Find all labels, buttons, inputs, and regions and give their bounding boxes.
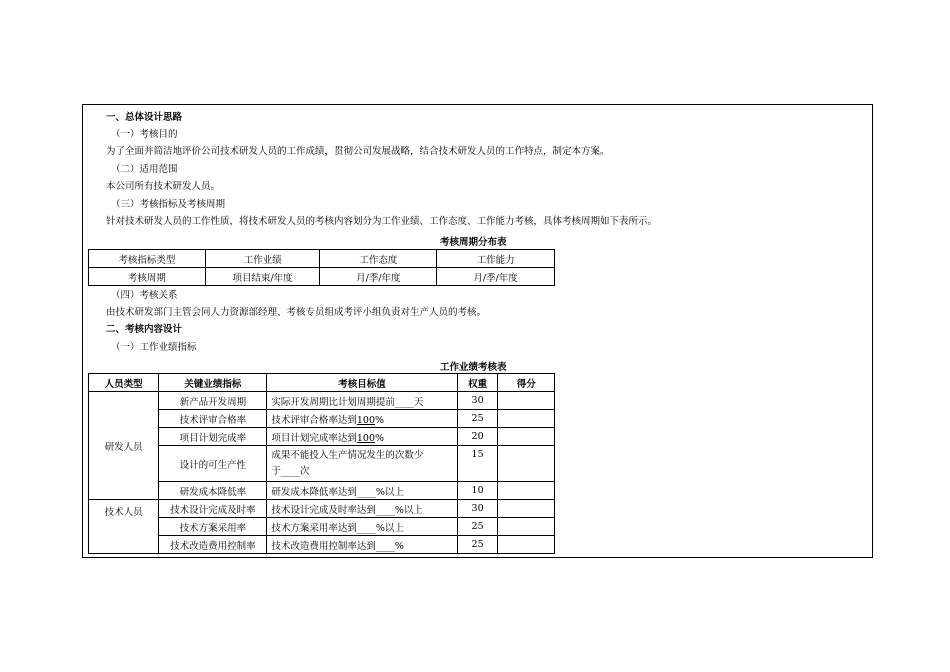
score-cell[interactable] [498,518,555,536]
kpi-cell: 技术方案采用率 [159,518,267,536]
score-cell[interactable] [498,446,555,482]
score-cell[interactable] [498,428,555,446]
cycle-header-cell: 工作业绩 [205,250,320,268]
table-row [89,536,555,554]
cycle-row-cell: 项目结束/年度 [205,268,320,286]
perf-header-cell: 关键业绩指标 [159,374,267,392]
cycle-header-cell: 工作能力 [437,250,555,268]
table-row [89,392,555,410]
table-row [89,482,555,500]
score-cell[interactable] [498,410,555,428]
kpi-cell: 技术评审合格率 [159,410,267,428]
section-1-3-text: 针对技术研发人员的工作性质，将技术研发人员的考核内容划分为工作业绩、工作态度、工作能力考核，具体考核周期如下表所示。 [106,216,658,227]
section-1-4-heading: （四）考核关系 [111,290,178,301]
score-cell[interactable] [498,392,555,410]
weight-cell: 10 [457,482,498,500]
cycle-table [88,249,555,286]
table-row [89,428,555,446]
section-1-3-heading: （三）考核指标及考核周期 [111,199,226,210]
score-cell[interactable] [498,536,555,554]
target-cell: 技术方案采用率达到____%以上 [267,518,457,536]
target-cell: 技术改造费用控制率达到____% [267,536,457,554]
section-2-1-heading: （一）工作业绩指标 [111,342,197,353]
score-cell[interactable] [498,500,555,518]
weight-cell: 25 [457,536,498,554]
target-cell: 研发成本降低率达到____%以上 [267,482,457,500]
section-1-title: 一、总体设计思路 [106,112,183,123]
target-cell: 成果不能投入生产情况发生的次数少 于____次 [267,446,457,482]
section-1-1-heading: （一）考核目的 [111,129,178,140]
table-row [89,446,555,482]
perf-header-cell: 得分 [498,374,555,392]
perf-table [88,373,555,554]
score-cell[interactable] [498,482,555,500]
kpi-cell: 新产品开发周期 [159,392,267,410]
kpi-cell: 设计的可生产性 [159,446,267,482]
target-cell: 技术评审合格率达到100% [267,410,457,428]
weight-cell: 20 [457,428,498,446]
cycle-header-cell: 工作态度 [320,250,437,268]
perf-header-cell: 权重 [457,374,498,392]
weight-cell: 25 [457,518,498,536]
kpi-cell: 研发成本降低率 [159,482,267,500]
perf-header-cell: 人员类型 [89,374,159,392]
cycle-row-cell: 月/季/年度 [320,268,437,286]
weight-cell: 30 [457,392,498,410]
cycle-row-cell: 月/季/年度 [437,268,555,286]
kpi-cell: 项目计划完成率 [159,428,267,446]
section-1-1-text: 为了全面并简洁地评价公司技术研发人员的工作成绩，贯彻公司发展战略，结合技术研发人员的工作特点，制定本方案。 [106,146,610,157]
perf-header-cell: 考核目标值 [267,374,457,392]
target-cell: 项目计划完成率达到100% [267,428,457,446]
cycle-table-caption: 考核周期分布表 [440,237,507,248]
kpi-cell: 技术改造费用控制率 [159,536,267,554]
weight-cell: 15 [457,446,498,482]
staff-type-cell: 研发人员 [89,392,159,500]
section-1-2-text: 本公司所有技术研发人员。 [106,181,221,192]
target-cell: 实际开发周期比计划周期提前____天 [267,392,457,410]
section-2-title: 二、考核内容设计 [106,324,183,335]
weight-cell: 30 [457,500,498,518]
staff-type-cell: 技术人员 [89,500,159,554]
cycle-header-cell: 考核指标类型 [89,250,206,268]
table-row [89,410,555,428]
section-1-2-heading: （二）适用范围 [111,164,178,175]
perf-table-caption: 工作业绩考核表 [440,362,507,373]
weight-cell: 25 [457,410,498,428]
kpi-cell: 技术设计完成及时率 [159,500,267,518]
table-row [89,500,555,518]
cycle-row-cell: 考核周期 [89,268,206,286]
target-cell: 技术设计完成及时率达到____%以上 [267,500,457,518]
table-row [89,518,555,536]
section-1-4-text: 由技术研发部门主管会同人力资源部经理、考核专员组成考评小组负责对生产人员的考核。 [106,307,487,318]
